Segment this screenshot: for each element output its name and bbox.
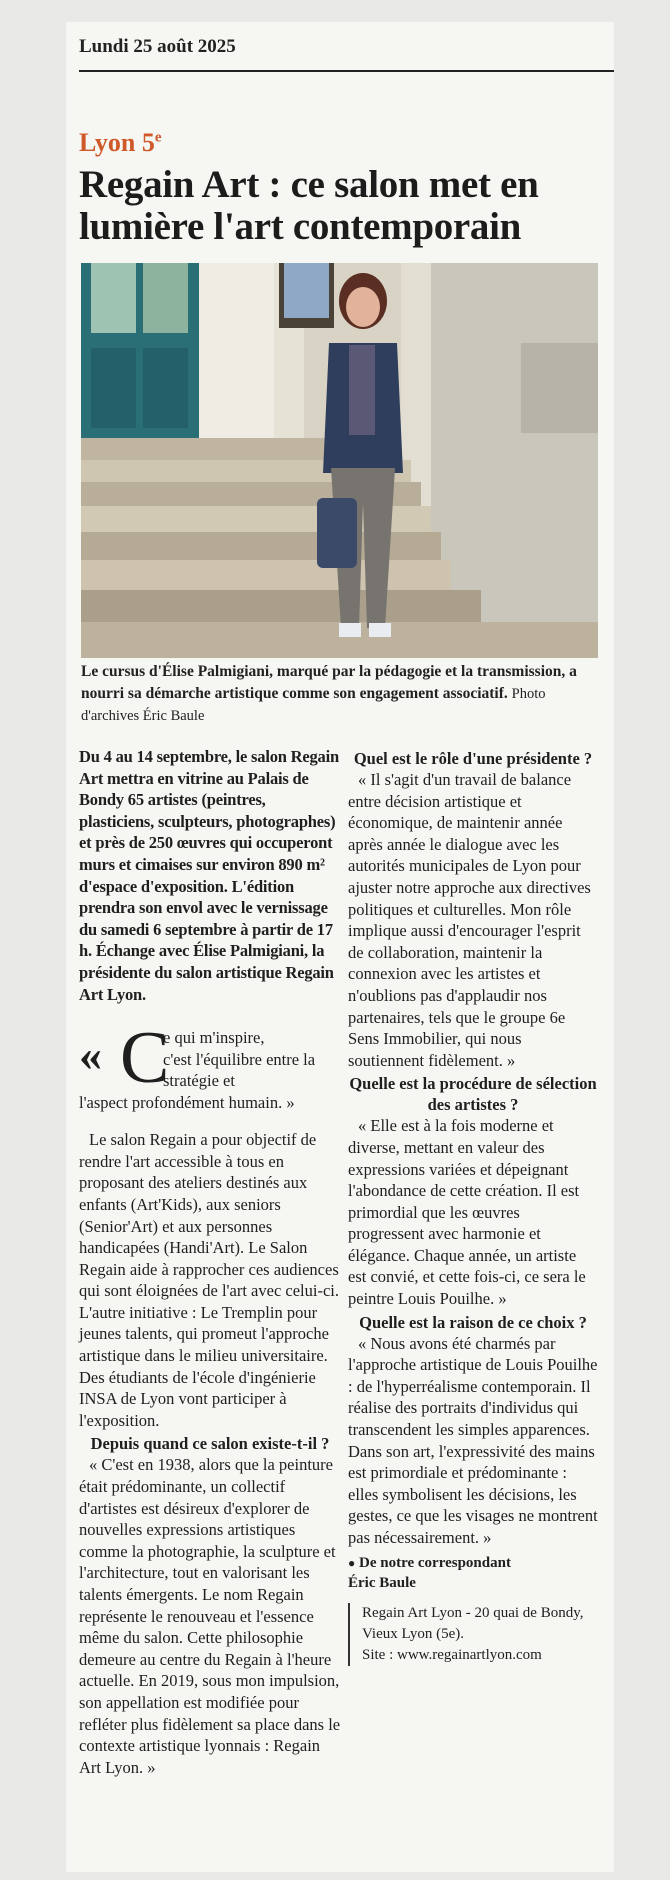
- question-1: Depuis quand ce salon existe-t-il ?: [90, 1434, 330, 1454]
- quote-line-1: e qui m'inspire,: [163, 1028, 265, 1048]
- event-address: Regain Art Lyon - 20 quai de Bondy, Vieux Lyon (5e).: [362, 1604, 584, 1642]
- question-4: Quelle est la raison de ce choix ?: [359, 1312, 587, 1332]
- event-info-box: [348, 1603, 598, 1666]
- quote-rest: l'aspect profondément humain. »: [79, 1092, 295, 1112]
- page-date: Lundi 25 août 2025: [79, 36, 236, 57]
- kicker-text: Lyon 5: [79, 128, 155, 157]
- byline-label-row: [348, 1553, 598, 1573]
- bullet-icon: ●: [348, 1555, 356, 1570]
- byline-label: De notre correspondant: [359, 1554, 511, 1571]
- photo-illustration: [81, 263, 598, 658]
- photo-caption: [81, 661, 601, 728]
- drop-cap: C: [120, 1017, 170, 1100]
- answer-1: « C'est en 1938, alors que la peinture était prédominante, un collectif d'artistes est désireux d'explorer de nouvelles expressions artistiques comme la photographie, la sculpture et l'architecture, tout en valorisant les talents émergents. Le nom Regain représente le renouveau et l'essence même du salon. Cette philosophie demeure au centre du Regain à l'heure actuelle. En 2019, sous mon impulsion, son appellation est modifiée pour refléter plus fidèlement sa place dans le contexte artistique lyonnais : Regain Art Lyon. »: [79, 1455, 341, 1777]
- question-3: Quelle est la procédure de sélection des artistes ?: [349, 1074, 597, 1115]
- article-kicker: [79, 128, 162, 158]
- article-headline: Regain Art : ce salon met en lumière l'art contemporain: [79, 163, 539, 248]
- article-photo: [81, 263, 598, 658]
- header-rule: [79, 70, 614, 72]
- byline: [348, 1553, 598, 1593]
- article-column-left: [79, 746, 341, 1778]
- answer-4: « Nous avons été charmés par l'approche artistique de Louis Pouilhe : de l'hyperréalisme contemporain. Il réalise des portraits d'individus qui transcendent les simples apparences. Dans son art, l'expressivité des mains est primordiale et prédominante : elles symbolisent les décisions, les gestes, ce que les visages ne montrent pas nécessairement. »: [348, 1333, 598, 1547]
- answer-3: « Elle est à la fois moderne et diverse, mettant en valeur des expressions variées et dépeignant l'abondance de cette création. Il est primordial que les œuvres progressent avec harmonie et élégance. Chaque année, un artiste est convié, et cette fois-ci, ce sera le peintre Louis Pouilhe. »: [348, 1116, 586, 1309]
- pull-quote: [79, 1017, 341, 1129]
- article-column-right: [348, 746, 598, 1666]
- byline-name: Éric Baule: [348, 1574, 416, 1591]
- article-lead: Du 4 au 14 septembre, le salon Regain Art mettra en vitrine au Palais de Bondy 65 artistes (peintres, plasticiens, sculpteurs, photographes) et près de 250 œuvres qui occuperont murs et cimaises sur environ 890 m² d'espace d'exposition. L'édition prendra son envol avec le vernissage du samedi 6 septembre à partir de 17 h. Échange avec Élise Palmigiani, la présidente du salon artistique Regain Art Lyon.: [79, 747, 339, 1004]
- quote-open-mark: «: [79, 1029, 102, 1081]
- answer-2: « Il s'agit d'un travail de balance entre décision artistique et économique, de maintenir année après année le dialogue avec les autorités municipales de Lyon pour ajuster notre approche aux directives politiques et culturelles. Mon rôle implique aussi d'encourager l'esprit de collaboration, maintenir la connexion avec les artistes et n'oublions pas d'applaudir nos partenaires, tels que le groupe 6e Sens Immobilier, qui nous soutiennent fidèlement. »: [348, 770, 591, 1070]
- kicker-sup: e: [154, 129, 162, 146]
- caption-credit: Photo d'archives Éric Baule: [81, 685, 546, 724]
- caption-text: Le cursus d'Élise Palmigiani, marqué par la pédagogie et la transmission, a nourri sa démarche artistique comme son engagement associatif.: [81, 663, 577, 702]
- quote-line-2: c'est l'équilibre entre la stratégie et: [163, 1049, 316, 1091]
- paragraph-1: Le salon Regain a pour objectif de rendre l'art accessible à tous en proposant des ateliers destinés aux enfants (Art'Kids), aux seniors (Senior'Art) et aux personnes handicapées (Handi'Art). Le Salon Regain aide à rapprocher ces audiences qui sont éloignées de l'art avec celui-ci. L'autre initiative : Le Tremplin pour jeunes talents, qui promeut l'approche artistique dans le milieu universitaire. Des étudiants de l'école d'ingénierie INSA de Lyon vont participer à l'exposition.: [79, 1130, 339, 1430]
- event-website[interactable]: Site : www.regainartlyon.com: [362, 1646, 542, 1663]
- question-2: Quel est le rôle d'une présidente ?: [353, 749, 593, 768]
